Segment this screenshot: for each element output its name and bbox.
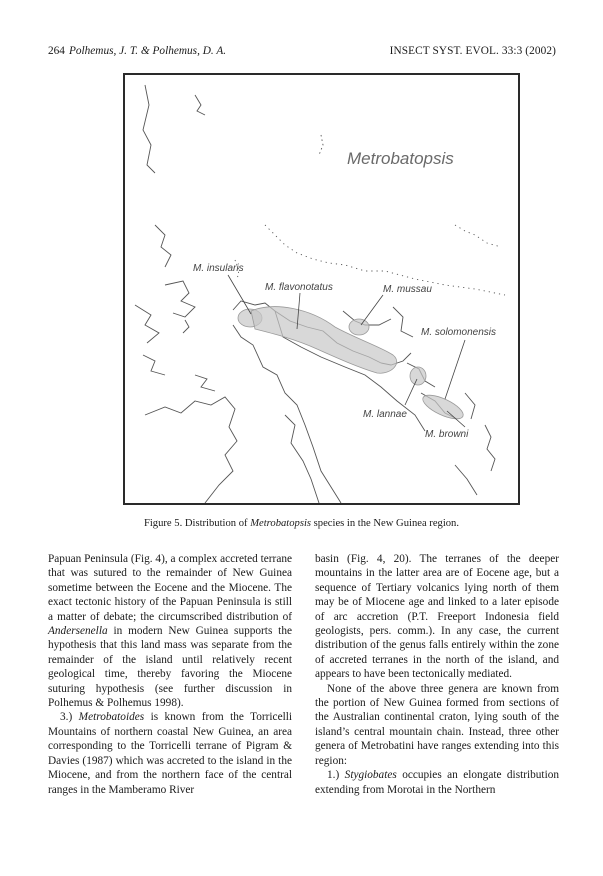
range-mussau [349,319,369,335]
header-left [48,43,226,59]
island-outline [393,307,413,337]
island-outline [485,425,495,471]
australia-outline [285,415,319,503]
range-flavonotatus [251,307,397,374]
map-genus-title: Metrobatopsis [347,149,454,168]
header-journal: INSECT SYST. EVOL. 33:3 (2002) [389,45,556,57]
island-outline [195,375,215,391]
island-outline [465,393,475,419]
text-run: 1.) [327,769,345,782]
running-header [48,43,556,59]
island-outline [143,355,165,375]
italic-run: Stygiobates [344,769,397,782]
island-outline [195,95,205,115]
text-run: in modern New Guinea supports the hypothesis that this land mass was separate from the remainder of the island until relatively recent geological time, thereby favoring the Miocene suturing hypothesis (see further discussion in Polhemus & Polhemus 1998). [48,625,292,710]
island-outline [183,320,189,333]
italic-run: Metrobatoides [78,711,145,724]
label-m-lannae: M. lannae [363,409,407,420]
italic-run: Andersenella [48,625,108,638]
label-m-flavonotatus: M. flavonotatus [265,282,333,293]
paragraph: None of the above three genera are known from the portion of New Guinea formed from sections of the Australian continental craton, lying south of the island’s central mountain chain. Instead, three other genera of Metrobatini have ranges extending into this region: [315,682,559,767]
label-m-solomonensis: M. solomonensis [421,327,497,338]
text-run: 3.) [60,711,79,724]
australia-outline [145,397,237,503]
figure-caption [0,517,603,531]
text-run: occupies an elongate distribution extending from Morotai in the Northern [315,769,560,796]
caption-suffix: species in the New Guinea region. [311,518,460,529]
range-solomonensis [420,390,467,423]
range-lannae [410,367,426,385]
text-run: Papuan Peninsula (Fig. 4), a complex accreted terrane that was sutured to the remainder of New Guinea sometime between the Eocene and the Miocene. The exact tectonic history of the Papuan Peninsula is still a matter of debate; the circumscribed distribution of [48,553,292,623]
caption-prefix: Figure 5. Distribution of [143,518,251,529]
leader-line-solomonensis [445,340,465,399]
island-outline [155,225,171,267]
header-authors: Polhemus, J. T. & Polhemus, D. A. [68,45,227,57]
island-outline [455,465,477,495]
label-m-browni: M. browni [425,429,469,440]
paragraph: basin (Fig. 4, 20). The terranes of the deeper mountains in the latter area are of Eocene age, but a sequence of Tertiary volcanics lying north of them may be of Miocene age and linked to a later episode of arc accretion (P.T. Freeport Indonesia field geologists, pers. comm.). In any case, the current distribution of the genus falls entirely within the zone of accreted terranes in the north of the island, and appears to have been tectonically mediated. [315,553,559,681]
left-column [48,552,292,797]
distribution-map-figure [123,73,520,505]
paragraph [315,768,559,797]
text-run: is known from the Torricelli Mountains of northern coastal New Guinea, an area corresponding to the Torricelli terrane of Pigram & Davies (1987) which was accreted to the island in the Miocene, and from the northern face of the central ranges in the Mamberamo River [48,711,292,796]
island-outline [143,85,155,173]
label-m-mussau: M. mussau [383,284,432,295]
paragraph [48,710,292,796]
island-outline [455,225,501,247]
page-number: 264 [48,45,65,57]
leader-line-insularis [228,275,251,314]
right-column [315,552,559,797]
island-outline [135,305,159,343]
caption-genus: Metrobatopsis [250,518,312,529]
leader-line-mussau [361,295,383,325]
paragraph [48,552,292,710]
label-m-insularis: M. insularis [193,263,244,274]
leader-line-lannae [405,379,417,405]
island-outline [319,135,323,155]
island-outline [165,281,195,317]
